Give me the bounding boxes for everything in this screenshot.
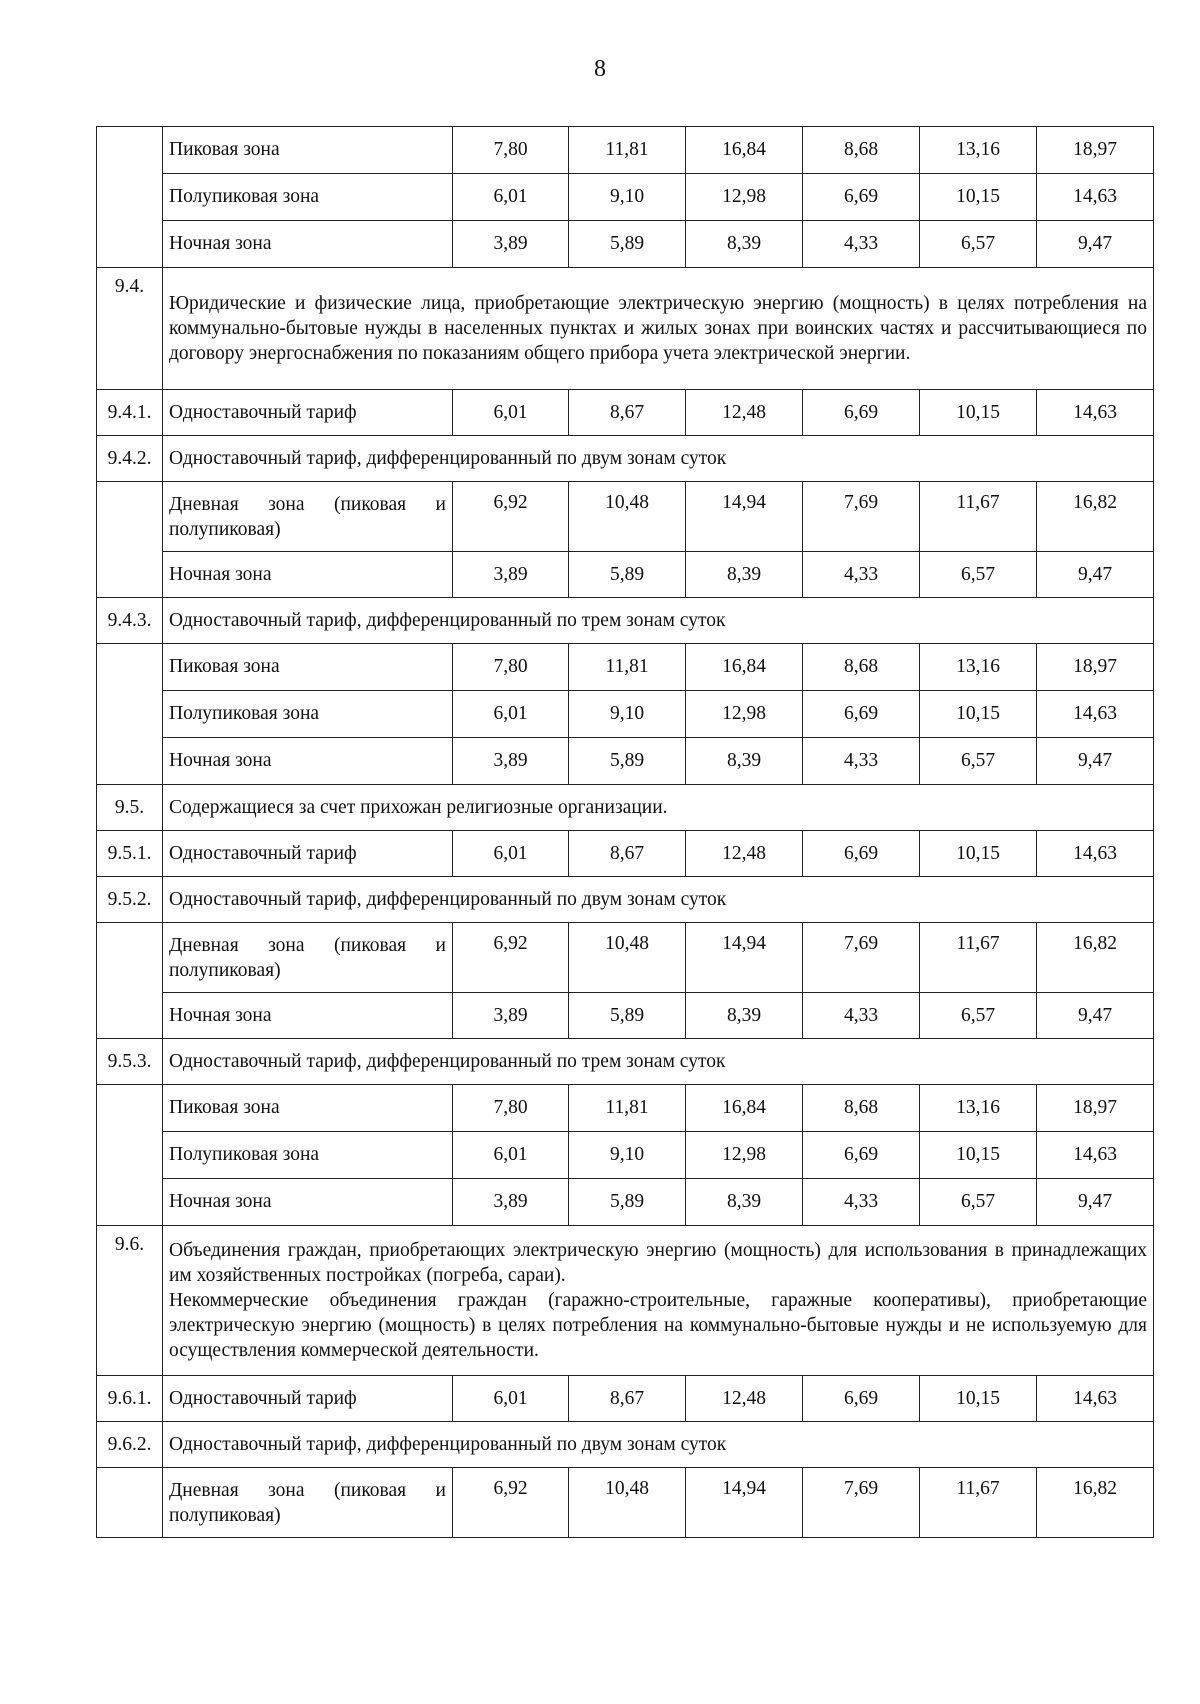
row-code <box>97 644 163 785</box>
value-cell: 10,48 <box>569 923 686 993</box>
value-cell: 16,84 <box>686 127 803 174</box>
table-row <box>97 691 1154 738</box>
value-cell: 11,81 <box>569 644 686 691</box>
value-cell: 16,84 <box>686 644 803 691</box>
value-cell: 9,10 <box>569 691 686 738</box>
value-cell: 8,39 <box>686 738 803 785</box>
table-row <box>97 993 1154 1039</box>
row-code: 9.5.2. <box>97 877 163 923</box>
value-cell: 7,69 <box>803 482 920 552</box>
value-cell: 3,89 <box>453 552 569 598</box>
value-cell: 10,15 <box>920 1132 1037 1179</box>
value-cell: 3,89 <box>453 1179 569 1226</box>
value-cell: 10,15 <box>920 1376 1037 1422</box>
value-cell: 7,69 <box>803 1468 920 1538</box>
row-label: Дневная зона (пиковая и полупиковая) <box>163 923 453 993</box>
value-cell: 14,63 <box>1037 174 1154 221</box>
row-label: Ночная зона <box>163 1179 453 1226</box>
value-cell: 6,01 <box>453 831 569 877</box>
table-row <box>97 1468 1154 1538</box>
section-heading: Одноставочный тариф, дифференцированный по двум зонам суток <box>163 877 1154 923</box>
row-code <box>97 923 163 1039</box>
value-cell: 6,01 <box>453 1376 569 1422</box>
table-row <box>97 738 1154 785</box>
value-cell: 12,98 <box>686 691 803 738</box>
section-description-part2: Некоммерческие объединения граждан (гаражно-строительные, гаражные кооперативы), приобретающие электрическую энергию (мощность) в целях потребления на коммунально-бытовые нужды и не используемую для осуществления коммерческой деятельности. <box>169 1290 1147 1361</box>
table-row <box>97 923 1154 993</box>
value-cell: 5,89 <box>569 1179 686 1226</box>
value-cell: 11,67 <box>920 482 1037 552</box>
value-cell: 11,81 <box>569 1085 686 1132</box>
value-cell: 4,33 <box>803 738 920 785</box>
value-cell: 6,69 <box>803 691 920 738</box>
value-cell: 10,15 <box>920 390 1037 436</box>
value-cell: 9,10 <box>569 1132 686 1179</box>
value-cell: 18,97 <box>1037 1085 1154 1132</box>
row-code <box>97 1468 163 1538</box>
value-cell: 18,97 <box>1037 644 1154 691</box>
section-row <box>97 268 1154 390</box>
value-cell: 8,39 <box>686 221 803 268</box>
value-cell: 14,63 <box>1037 691 1154 738</box>
row-label: Пиковая зона <box>163 644 453 691</box>
row-label: Пиковая зона <box>163 127 453 174</box>
value-cell: 14,63 <box>1037 1376 1154 1422</box>
section-description: Юридические и физические лица, приобретающие электрическую энергию (мощность) в целях потребления на коммунально-бытовые нужды в населенных пунктах и жилых зонах при воинских частях и рассчитывающиеся по договору энергоснабжения по показаниям общего прибора учета электрической энергии. <box>163 268 1154 390</box>
row-label: Дневная зона (пиковая и полупиковая) <box>163 482 453 552</box>
row-code: 9.4.1. <box>97 390 163 436</box>
section-row <box>97 1422 1154 1468</box>
row-label: Ночная зона <box>163 738 453 785</box>
section-description: Содержащиеся за счет прихожан религиозные организации. <box>163 785 1154 831</box>
value-cell: 9,10 <box>569 174 686 221</box>
value-cell: 5,89 <box>569 552 686 598</box>
row-code: 9.5. <box>97 785 163 831</box>
value-cell: 10,15 <box>920 174 1037 221</box>
value-cell: 8,68 <box>803 1085 920 1132</box>
section-row <box>97 436 1154 482</box>
value-cell: 7,80 <box>453 644 569 691</box>
section-description-part1: Объединения граждан, приобретающих электрическую энергию (мощность) для использования в принадлежащих им хозяйственных постройках (погреба, сараи). <box>169 1240 1147 1286</box>
value-cell: 11,81 <box>569 127 686 174</box>
row-label: Одноставочный тариф <box>163 390 453 436</box>
value-cell: 6,01 <box>453 691 569 738</box>
value-cell: 8,39 <box>686 1179 803 1226</box>
section-heading: Одноставочный тариф, дифференцированный по двум зонам суток <box>163 1422 1154 1468</box>
row-label: Ночная зона <box>163 552 453 598</box>
value-cell: 12,48 <box>686 831 803 877</box>
value-cell: 3,89 <box>453 993 569 1039</box>
table-row <box>97 1376 1154 1422</box>
table-row <box>97 1085 1154 1132</box>
value-cell: 11,67 <box>920 923 1037 993</box>
table-row <box>97 1132 1154 1179</box>
value-cell: 6,01 <box>453 174 569 221</box>
value-cell: 6,92 <box>453 1468 569 1538</box>
value-cell: 6,57 <box>920 221 1037 268</box>
value-cell: 8,39 <box>686 993 803 1039</box>
page-number: 8 <box>594 56 606 82</box>
value-cell: 12,98 <box>686 174 803 221</box>
value-cell: 6,69 <box>803 831 920 877</box>
row-code: 9.6.1. <box>97 1376 163 1422</box>
value-cell: 8,67 <box>569 390 686 436</box>
row-label: Одноставочный тариф <box>163 831 453 877</box>
value-cell: 14,94 <box>686 923 803 993</box>
value-cell: 14,63 <box>1037 831 1154 877</box>
value-cell: 9,47 <box>1037 1179 1154 1226</box>
value-cell: 12,48 <box>686 1376 803 1422</box>
value-cell: 9,47 <box>1037 738 1154 785</box>
value-cell: 8,67 <box>569 1376 686 1422</box>
value-cell: 8,68 <box>803 644 920 691</box>
value-cell: 14,63 <box>1037 390 1154 436</box>
row-label: Ночная зона <box>163 993 453 1039</box>
table-row <box>97 390 1154 436</box>
section-heading: Одноставочный тариф, дифференцированный по трем зонам суток <box>163 598 1154 644</box>
section-description <box>163 1226 1154 1376</box>
value-cell: 6,01 <box>453 390 569 436</box>
row-label: Ночная зона <box>163 221 453 268</box>
table-row <box>97 174 1154 221</box>
row-label: Полупиковая зона <box>163 174 453 221</box>
value-cell: 10,48 <box>569 482 686 552</box>
value-cell: 16,82 <box>1037 482 1154 552</box>
value-cell: 16,82 <box>1037 1468 1154 1538</box>
value-cell: 7,80 <box>453 127 569 174</box>
table-row <box>97 221 1154 268</box>
section-heading: Одноставочный тариф, дифференцированный по трем зонам суток <box>163 1039 1154 1085</box>
value-cell: 13,16 <box>920 644 1037 691</box>
value-cell: 10,15 <box>920 831 1037 877</box>
row-code: 9.4.3. <box>97 598 163 644</box>
value-cell: 13,16 <box>920 127 1037 174</box>
value-cell: 6,57 <box>920 738 1037 785</box>
table-row <box>97 1179 1154 1226</box>
row-label: Одноставочный тариф <box>163 1376 453 1422</box>
table-row <box>97 644 1154 691</box>
value-cell: 9,47 <box>1037 552 1154 598</box>
value-cell: 6,57 <box>920 1179 1037 1226</box>
value-cell: 7,69 <box>803 923 920 993</box>
value-cell: 9,47 <box>1037 221 1154 268</box>
row-code: 9.6. <box>97 1226 163 1376</box>
tariff-table <box>96 126 1154 1538</box>
value-cell: 6,69 <box>803 174 920 221</box>
value-cell: 11,67 <box>920 1468 1037 1538</box>
row-code <box>97 482 163 598</box>
value-cell: 5,89 <box>569 221 686 268</box>
table-row <box>97 127 1154 174</box>
value-cell: 18,97 <box>1037 127 1154 174</box>
value-cell: 8,67 <box>569 831 686 877</box>
value-cell: 5,89 <box>569 738 686 785</box>
value-cell: 4,33 <box>803 993 920 1039</box>
row-label: Полупиковая зона <box>163 1132 453 1179</box>
value-cell: 4,33 <box>803 1179 920 1226</box>
section-row <box>97 1226 1154 1376</box>
section-heading: Одноставочный тариф, дифференцированный по двум зонам суток <box>163 436 1154 482</box>
value-cell: 10,48 <box>569 1468 686 1538</box>
row-label: Дневная зона (пиковая и полупиковая) <box>163 1468 453 1538</box>
value-cell: 6,01 <box>453 1132 569 1179</box>
value-cell: 14,63 <box>1037 1132 1154 1179</box>
value-cell: 3,89 <box>453 738 569 785</box>
value-cell: 5,89 <box>569 993 686 1039</box>
value-cell: 10,15 <box>920 691 1037 738</box>
table-row <box>97 831 1154 877</box>
value-cell: 4,33 <box>803 221 920 268</box>
value-cell: 8,39 <box>686 552 803 598</box>
value-cell: 16,84 <box>686 1085 803 1132</box>
value-cell: 8,68 <box>803 127 920 174</box>
value-cell: 16,82 <box>1037 923 1154 993</box>
value-cell: 6,69 <box>803 390 920 436</box>
row-label: Полупиковая зона <box>163 691 453 738</box>
section-row <box>97 1039 1154 1085</box>
value-cell: 6,57 <box>920 993 1037 1039</box>
row-code <box>97 127 163 268</box>
value-cell: 14,94 <box>686 482 803 552</box>
value-cell: 12,48 <box>686 390 803 436</box>
table-row <box>97 482 1154 552</box>
row-code: 9.5.1. <box>97 831 163 877</box>
row-code <box>97 1085 163 1226</box>
value-cell: 7,80 <box>453 1085 569 1132</box>
row-code: 9.5.3. <box>97 1039 163 1085</box>
value-cell: 6,92 <box>453 482 569 552</box>
value-cell: 4,33 <box>803 552 920 598</box>
row-code: 9.4. <box>97 268 163 390</box>
table-row <box>97 552 1154 598</box>
value-cell: 9,47 <box>1037 993 1154 1039</box>
value-cell: 12,98 <box>686 1132 803 1179</box>
row-label: Пиковая зона <box>163 1085 453 1132</box>
value-cell: 3,89 <box>453 221 569 268</box>
value-cell: 14,94 <box>686 1468 803 1538</box>
value-cell: 6,92 <box>453 923 569 993</box>
section-row <box>97 598 1154 644</box>
value-cell: 6,57 <box>920 552 1037 598</box>
value-cell: 13,16 <box>920 1085 1037 1132</box>
value-cell: 6,69 <box>803 1132 920 1179</box>
row-code: 9.4.2. <box>97 436 163 482</box>
value-cell: 6,69 <box>803 1376 920 1422</box>
section-row <box>97 877 1154 923</box>
section-row <box>97 785 1154 831</box>
row-code: 9.6.2. <box>97 1422 163 1468</box>
